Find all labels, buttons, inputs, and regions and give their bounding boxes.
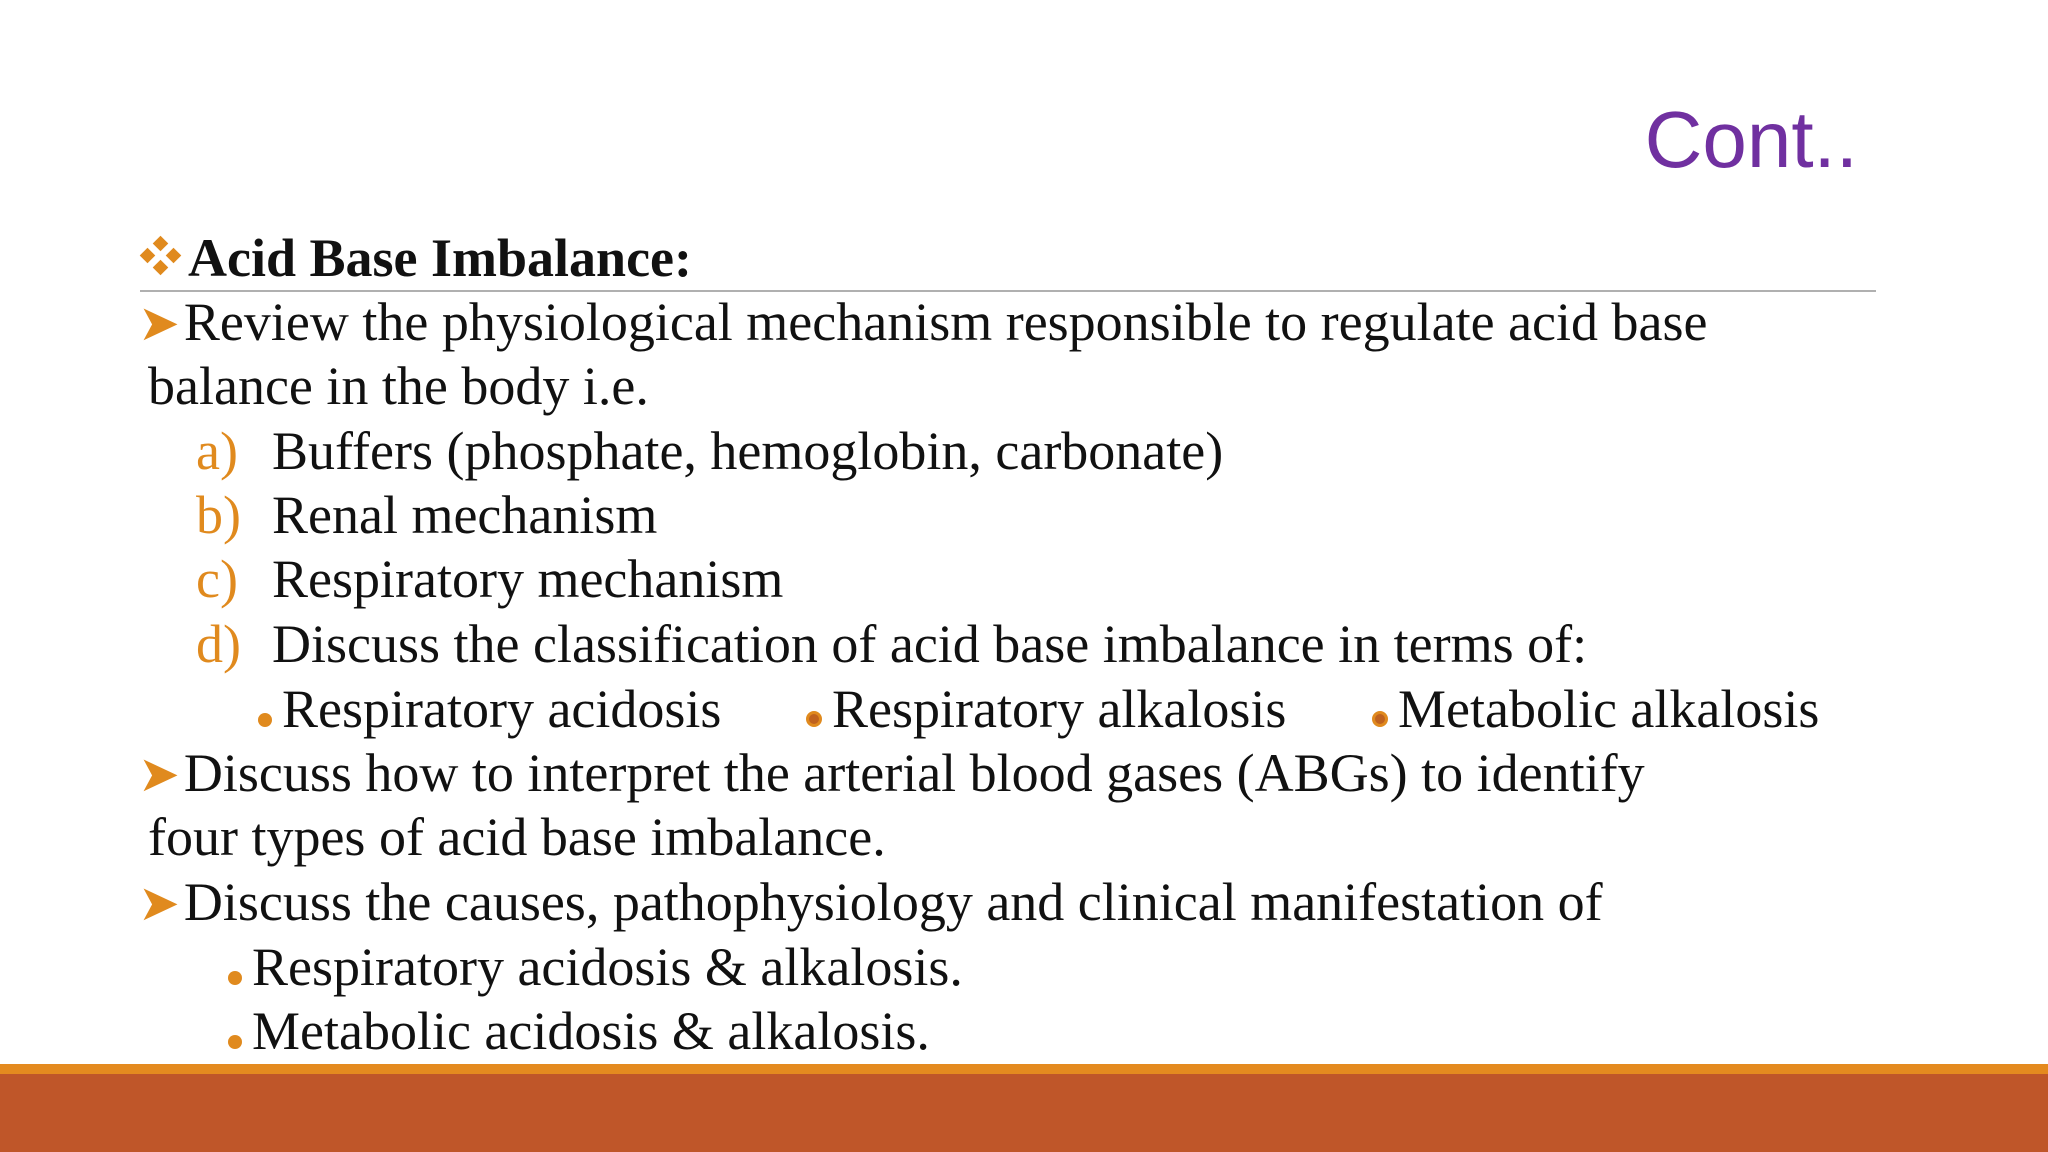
bullet-item — [228, 935, 963, 999]
point-1-line-2: balance in the body i.e. — [148, 356, 649, 416]
list-item-d — [196, 612, 1587, 676]
point-2-text: Discuss how to interpret the arterial blood gases (ABGs) to identify — [183, 743, 1645, 803]
bullet-text: Respiratory acidosis & alkalosis. — [252, 937, 963, 997]
list-item-b — [196, 483, 657, 547]
type-metabolic-alkalosis: Metabolic alkalosis — [1398, 679, 1820, 739]
arrowhead-icon: ➤ — [138, 295, 180, 351]
imbalance-type-2 — [806, 677, 1286, 741]
point-2-line-2: four types of acid base imbalance. — [148, 807, 886, 867]
four-diamond-icon — [138, 236, 184, 276]
footer-accent-stripe — [0, 1064, 2048, 1074]
list-item-text: Discuss the classification of acid base imbalance in terms of: — [272, 614, 1588, 674]
list-marker: a) — [196, 421, 238, 481]
bullet-text: Metabolic acidosis & alkalosis. — [252, 1001, 930, 1061]
imbalance-type-3 — [1372, 677, 1819, 741]
point-3-line-1 — [138, 870, 1603, 934]
list-marker: c) — [196, 549, 238, 609]
dot-icon — [806, 711, 822, 727]
dot-icon — [258, 713, 272, 727]
list-item-text: Respiratory mechanism — [272, 549, 784, 609]
imbalance-types-row — [258, 677, 721, 741]
point-1-line-1 — [138, 290, 1707, 354]
dot-icon — [1372, 711, 1388, 727]
type-respiratory-acidosis: Respiratory acidosis — [282, 679, 722, 739]
point-1-text: Review the physiological mechanism responsible to regulate acid base — [183, 292, 1708, 352]
list-item-a — [196, 419, 1223, 483]
footer-bar — [0, 1074, 2048, 1152]
bullet-item — [228, 999, 930, 1063]
list-marker: d) — [196, 614, 241, 674]
list-item-text: Buffers (phosphate, hemoglobin, carbonate) — [272, 421, 1224, 481]
arrowhead-icon: ➤ — [138, 875, 180, 931]
dot-icon — [228, 971, 242, 985]
type-respiratory-alkalosis: Respiratory alkalosis — [832, 679, 1287, 739]
list-item-text: Renal mechanism — [272, 485, 658, 545]
heading-text: Acid Base Imbalance: — [188, 228, 692, 288]
arrowhead-icon: ➤ — [138, 746, 180, 802]
point-2-line-1 — [138, 741, 1645, 805]
list-item-c — [196, 547, 783, 611]
slide-title: Cont.. — [1644, 95, 1858, 184]
section-heading — [138, 226, 692, 290]
point-3-text: Discuss the causes, pathophysiology and clinical manifestation of — [183, 872, 1603, 932]
list-marker: b) — [196, 485, 241, 545]
dot-icon — [228, 1035, 242, 1049]
